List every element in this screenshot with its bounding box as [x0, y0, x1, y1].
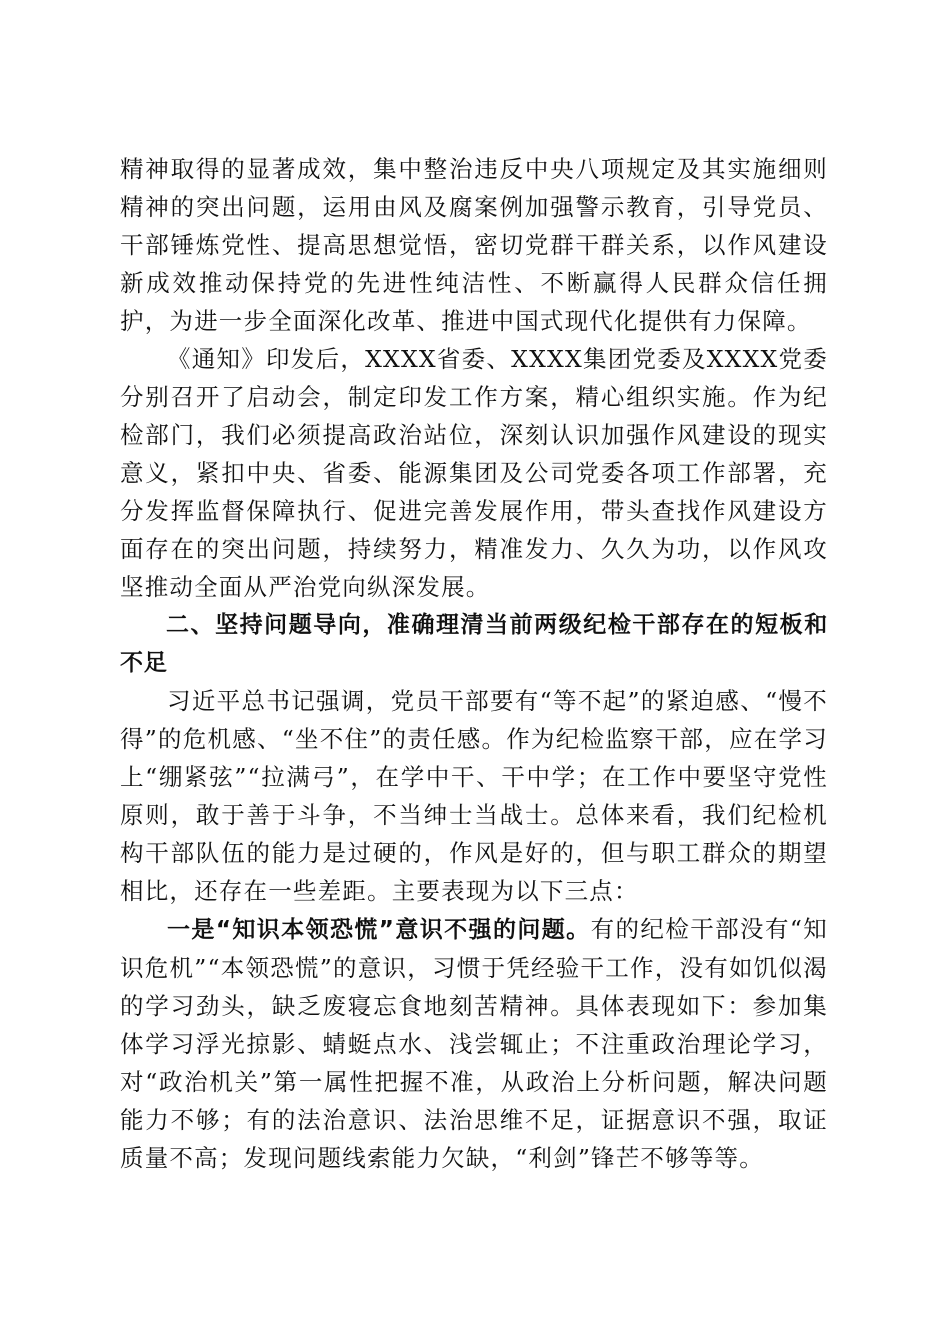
paragraph-general-assessment: 习近平总书记强调，党员干部要有“等不起”的紧迫感、“慢不得”的危机感、“坐不住”的责任感。作为纪检监察干部，应在学习上“绷紧弦”“拉满弓”，在学中干、干中学；在工作中要坚守党性原则，敢于善于斗争，不当绅士当战士。总体来看，我们纪检机构干部队伍的能力是过硬的，作风是好的，但与职工群众的期望相比，还存在一些差距。主要表现为以下三点：	[120, 687, 828, 905]
document-body	[120, 150, 828, 1177]
section-heading-2: 二、坚持问题导向，准确理清当前两级纪检干部存在的短板和不足	[120, 612, 828, 676]
point-one-body: 有的纪检干部没有“知识危机”“本领恐慌”的意识，习惯于凭经验干工作，没有如饥似渴的学习劲头，缺乏废寝忘食地刻苦精神。具体表现如下：参加集体学习浮光掠影、蜻蜓点水、浅尝辄止；不注重政治理论学习，对“政治机关”第一属性把握不准，从政治上分析问题，解决问题能力不够；有的法治意识、法治思维不足，证据意识不强，取证质量不高；发现问题线索能力欠缺，“利剑”锋芒不够等等。	[120, 915, 828, 1172]
paragraph-continued: 精神取得的显著成效，集中整治违反中央八项规定及其实施细则精神的突出问题，运用由风及腐案例加强警示教育，引导党员、干部锤炼党性、提高思想觉悟，密切党群干群关系，以作风建设新成效推动保持党的先进性纯洁性、不断赢得人民群众信任拥护，为进一步全面深化改革、推进中国式现代化提供有力保障。	[120, 155, 828, 335]
paragraph-notice-response: 《通知》印发后，XXXX省委、XXXX集团党委及XXXX党委分别召开了启动会，制定印发工作方案，精心组织实施。作为纪检部门，我们必须提高政治站位，深刻认识加强作风建设的现实意义，紧扣中央、省委、能源集团及公司党委各项工作部署，充分发挥监督保障执行、促进完善发展作用，带头查找作风建设方面存在的突出问题，持续努力，精准发力、久久为功，以作风攻坚推动全面从严治党向纵深发展。	[120, 345, 828, 601]
point-one-lead: 一是“知识本领恐慌”意识不强的问题。	[167, 917, 591, 943]
paragraph-point-one	[120, 910, 828, 1177]
